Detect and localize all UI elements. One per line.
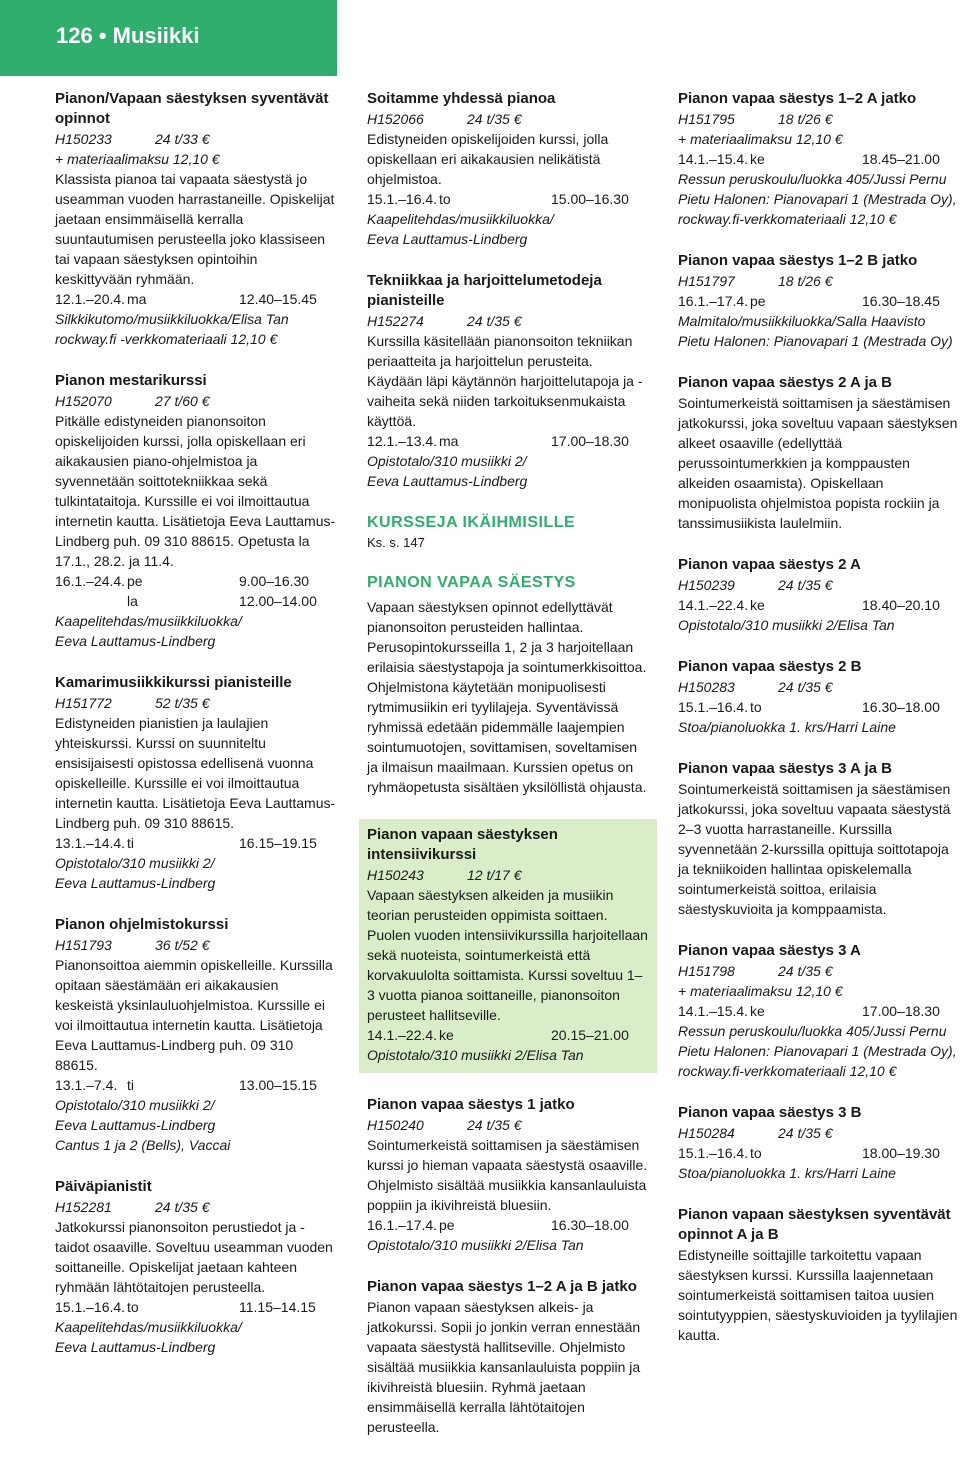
- course-location: Eeva Lauttamus-Lindberg: [55, 633, 216, 649]
- column-2: [367, 89, 649, 1459]
- schedule-weekday: ma: [439, 433, 459, 449]
- course-code: H151798: [678, 963, 735, 979]
- course-credits: 52 t/35 €: [155, 695, 210, 711]
- course-title: Pianon mestarikurssi: [55, 372, 207, 389]
- page-title: 126 • Musiikki: [56, 23, 200, 48]
- schedule-row: [367, 431, 649, 451]
- course-location: rockway.fi -verkkomateriaali 12,10 €: [55, 331, 278, 347]
- course-title: Tekniikkaa ja harjoittelumetodeja pianisteille: [367, 272, 602, 309]
- course-title: Pianon vapaa säestys 3 A ja B: [678, 760, 892, 777]
- course-credits: 24 t/33 €: [155, 131, 210, 147]
- course-title: Pianon vapaa säestys 1–2 A ja B jatko: [367, 1278, 637, 1295]
- schedule-row: [367, 189, 649, 209]
- course-code-line: [367, 109, 649, 129]
- schedule-dates: 15.1.–16.4.: [678, 699, 749, 715]
- course-entry: [367, 1277, 649, 1437]
- course-credits: 24 t/35 €: [467, 313, 522, 329]
- course-location: rockway.fi-verkkomateriaali 12,10 €: [678, 211, 897, 227]
- course-code: H151795: [678, 111, 735, 127]
- course-description: Vapaan säestyksen alkeiden ja musiikin teorian perusteiden oppimista soittaen. Puolen vuoden intensiivikurssilla harjoitellaan sekä nuoteista, sointumerkeistä että korvakuulolta soittamista. Kurssi soveltuu 1–3 vuotta pianoa soittaneille, pianonsoiton perusteet hallitseville.: [367, 887, 648, 1023]
- course-location: Kaapelitehdas/musiikkiluokka/: [55, 613, 242, 629]
- course-location: Opistotalo/310 musiikki 2/Elisa Tan: [367, 1047, 584, 1063]
- course-entry: [367, 271, 649, 491]
- course-description: Sointumerkeistä soittamisen ja säestämisen jatkokurssi, joka soveltuu vapaan säestyksen alkeet osaaville (edellyttää perussointumerkkien ja komppausten alkeiden osaamista). Opiskellaan monipuolista ohjelmistoa popista rockiin ja tanssimusiikista laulelmiin.: [678, 395, 958, 531]
- course-location: Opistotalo/310 musiikki 2/Elisa Tan: [367, 1237, 584, 1253]
- schedule-row: [678, 595, 960, 615]
- schedule-time: 12.00–14.00: [239, 593, 317, 609]
- course-description: Pianon vapaan säestyksen alkeis- ja jatkokurssi. Sopii jo jonkin verran ennestään vapaata säestystä hallitseville. Ohjelmisto sisältää musiikkia kansanlauluista poppiin ja ikivihreistä bluesiin. Ryhmä jaetaan ensimmäisellä kerralla lähtötaitojen perusteella.: [367, 1299, 641, 1435]
- course-entry: [678, 555, 960, 635]
- course-code: H150240: [367, 1117, 424, 1133]
- schedule-row: [678, 697, 960, 717]
- course-credits: 24 t/35 €: [467, 1117, 522, 1133]
- course-credits: 36 t/52 €: [155, 937, 210, 953]
- schedule-time: 18.40–20.10: [862, 597, 940, 613]
- schedule-time: 15.00–16.30: [551, 191, 629, 207]
- course-location: Pietu Halonen: Pianovapari 1 (Mestrada Oy),: [678, 1043, 957, 1059]
- schedule-dates: 14.1.–15.4.: [678, 1003, 749, 1019]
- schedule-row: [55, 1075, 337, 1095]
- course-code-line: [678, 109, 960, 129]
- course-location: Opistotalo/310 musiikki 2/: [367, 453, 527, 469]
- course-description: Edistyneille soittajille tarkoitettu vapaan säestyksen kurssi. Kurssilla laajennetaan sointumerkeistä soittamisen taitoa uusien sointutyyppien, säestyskuvioiden ja tyylilajien kautta.: [678, 1247, 958, 1343]
- schedule-row: [55, 571, 337, 591]
- schedule-weekday: to: [127, 1299, 139, 1315]
- schedule-dates: 15.1.–16.4.: [55, 1299, 126, 1315]
- course-credits: 27 t/60 €: [155, 393, 210, 409]
- schedule-weekday: to: [750, 699, 762, 715]
- course-code-line: [678, 1123, 960, 1143]
- schedule-dates: 16.1.–17.4.: [678, 293, 749, 309]
- course-code-line: [367, 865, 649, 885]
- course-location: Kaapelitehdas/musiikkiluokka/: [55, 1319, 242, 1335]
- course-entry: [55, 673, 337, 893]
- course-code: H152066: [367, 111, 424, 127]
- course-entry: [55, 1177, 337, 1357]
- course-code-line: [678, 271, 960, 291]
- schedule-time: 16.30–18.45: [862, 293, 940, 309]
- course-credits: 24 t/35 €: [155, 1199, 210, 1215]
- course-entry: [678, 373, 960, 533]
- schedule-weekday: la: [127, 593, 138, 609]
- course-location: Eeva Lauttamus-Lindberg: [55, 875, 216, 891]
- schedule-time: 9.00–16.30: [239, 573, 310, 589]
- section-intro: Vapaan säestyksen opinnot edellyttävät pianonsoiton perusteiden hallintaa. Perusopintokursseilla 1, 2 ja 3 harjoitellaan erilaisia säestystapoja ja sointumerkkisoittoa. Ohjelmistona käytetään monipuolisesti rytmimusiikin eri tyylilajeja. Syventävissä ryhmissä edetään pidemmälle laajempien sointumuotojen, sovittamisen, soveltamisen ja ilmaisun maailmaan. Kurssien opetus on ryhmäopetusta sisältäen yksilöllistä ohjausta.: [367, 599, 647, 795]
- course-credits: 24 t/35 €: [778, 1125, 833, 1141]
- course-title: Pianon ohjelmistokurssi: [55, 916, 229, 933]
- course-title: Päiväpianistit: [55, 1178, 152, 1195]
- schedule-time: 18.45–21.00: [862, 151, 940, 167]
- course-code-line: [367, 1115, 649, 1135]
- course-location: Stoa/pianoluokka 1. krs/Harri Laine: [678, 719, 896, 735]
- course-code-line: [55, 391, 337, 411]
- course-description: Kurssilla käsitellään pianonsoiton tekniikan periaatteita ja harjoittelun perusteita. Käydään läpi käytännön harjoittelutapoja ja -vaiheita sekä niiden tarkoituksenmukaista käyttöä.: [367, 333, 643, 429]
- schedule-weekday: to: [750, 1145, 762, 1161]
- course-credits: 18 t/26 €: [778, 111, 833, 127]
- course-title: Pianon vapaa säestys 1–2 B jatko: [678, 252, 918, 269]
- schedule-row: [55, 1297, 337, 1317]
- schedule-row: [55, 591, 337, 611]
- schedule-row: [678, 291, 960, 311]
- schedule-dates: 14.1.–15.4.: [678, 151, 749, 167]
- section-heading: KURSSEJA IKÄIHMISILLE: [367, 514, 576, 531]
- schedule-dates: 12.1.–20.4.: [55, 291, 126, 307]
- schedule-dates: 12.1.–13.4.: [367, 433, 438, 449]
- schedule-weekday: ke: [439, 1027, 454, 1043]
- course-credits: 18 t/26 €: [778, 273, 833, 289]
- schedule-time: 17.00–18.30: [551, 433, 629, 449]
- course-location: Ressun peruskoulu/luokka 405/Jussi Pernu: [678, 1023, 947, 1039]
- schedule-weekday: pe: [439, 1217, 455, 1233]
- schedule-time: 17.00–18.30: [862, 1003, 940, 1019]
- course-credits: 24 t/35 €: [778, 679, 833, 695]
- schedule-weekday: ke: [750, 151, 765, 167]
- course-location: Eeva Lauttamus-Lindberg: [55, 1117, 216, 1133]
- course-location: Opistotalo/310 musiikki 2/Elisa Tan: [678, 617, 895, 633]
- schedule-weekday: ti: [127, 835, 134, 851]
- schedule-row: [367, 1025, 649, 1045]
- course-title: Pianon vapaan säestyksen syventävät opinnot A ja B: [678, 1206, 951, 1243]
- section-heading: PIANON VAPAA SÄESTYS: [367, 574, 576, 591]
- course-code-line: [55, 693, 337, 713]
- schedule-dates: 14.1.–22.4.: [367, 1027, 438, 1043]
- course-description: Edistyneiden opiskelijoiden kurssi, jolla opiskellaan eri aikakausien nelikätistä ohjelmistoa.: [367, 131, 609, 187]
- schedule-row: [55, 289, 337, 309]
- course-credits: 12 t/17 €: [467, 867, 522, 883]
- course-code-line: [678, 961, 960, 981]
- course-entry: [55, 89, 337, 349]
- course-title: Pianon vapaa säestys 2 A ja B: [678, 374, 892, 391]
- course-code: H152070: [55, 393, 112, 409]
- course-code-line: [678, 677, 960, 697]
- section-reference: Ks. s. 147: [367, 535, 425, 550]
- course-title: Pianon vapaa säestys 3 A: [678, 942, 861, 959]
- course-entry: [367, 1095, 649, 1255]
- course-entry: [55, 371, 337, 651]
- course-title: Pianon vapaa säestys 3 B: [678, 1104, 862, 1121]
- course-entry: [678, 89, 960, 229]
- course-code-line: [55, 129, 337, 149]
- course-description: Pianonsoittoa aiemmin opiskelleille. Kurssilla opitaan säestämään eri aikakausien keskeistä yksinlauluohjelmistoa. Kurssille ei voi ilmoittautua internetin kautta. Lisätietoja Eeva Lauttamus-Lindberg puh. 09 310 88615.: [55, 957, 333, 1073]
- course-location: Opistotalo/310 musiikki 2/: [55, 855, 215, 871]
- course-location: Pietu Halonen: Pianovapari 1 (Mestrada Oy): [678, 333, 953, 349]
- course-entry: [678, 1103, 960, 1183]
- schedule-time: 13.00–15.15: [239, 1077, 317, 1093]
- schedule-time: 16.15–19.15: [239, 835, 317, 851]
- course-entry: [359, 819, 657, 1073]
- course-location: Stoa/pianoluokka 1. krs/Harri Laine: [678, 1165, 896, 1181]
- column-1: [55, 89, 337, 1379]
- course-code: H150239: [678, 577, 735, 593]
- course-title: Pianon vapaa säestys 1–2 A jatko: [678, 90, 917, 107]
- course-code-line: [55, 935, 337, 955]
- course-title: Pianon vapaa säestys 2 B: [678, 658, 862, 675]
- schedule-weekday: pe: [750, 293, 766, 309]
- schedule-dates: 13.1.–14.4.: [55, 835, 126, 851]
- course-description: Pitkälle edistyneiden pianonsoiton opiskelijoiden kurssi, jolla opiskellaan eri aikakausien piano-ohjelmistoa ja syvennetään soittotekniikkaa sekä tulkintataitoja. Kurssille ei voi ilmoittautua internetin kautta. Lisätietoja Eeva Lauttamus-Lindberg puh. 09 310 88615. Opetusta la 17.1., 28.2. ja 11.4.: [55, 413, 336, 569]
- schedule-dates: 14.1.–22.4.: [678, 597, 749, 613]
- course-code-line: [367, 311, 649, 331]
- schedule-row: [678, 1001, 960, 1021]
- schedule-dates: 16.1.–17.4.: [367, 1217, 438, 1233]
- course-entry: [367, 89, 649, 249]
- material-fee: + materiaalimaksu 12,10 €: [678, 983, 843, 999]
- schedule-weekday: ma: [127, 291, 147, 307]
- schedule-dates: 16.1.–24.4.: [55, 573, 126, 589]
- course-location: Pietu Halonen: Pianovapari 1 (Mestrada Oy),: [678, 191, 957, 207]
- schedule-weekday: ke: [750, 597, 765, 613]
- course-description: Jatkokurssi pianonsoiton perustiedot ja -taidot osaaville. Soveltuu useamman vuoden soittaneille. Opiskelijat jaetaan kahteen ryhmään lähtötaitojen perusteella.: [55, 1219, 333, 1295]
- course-entry: [678, 657, 960, 737]
- course-code: H152274: [367, 313, 424, 329]
- course-code: H151797: [678, 273, 735, 289]
- material-fee: + materiaalimaksu 12,10 €: [55, 151, 220, 167]
- schedule-row: [55, 833, 337, 853]
- schedule-time: 16.30–18.00: [862, 699, 940, 715]
- course-credits: 24 t/35 €: [778, 577, 833, 593]
- course-credits: 24 t/35 €: [778, 963, 833, 979]
- course-title: Pianon/Vapaan säestyksen syventävät opinnot: [55, 90, 329, 127]
- course-location: Ressun peruskoulu/luokka 405/Jussi Pernu: [678, 171, 947, 187]
- course-code: H150233: [55, 131, 112, 147]
- course-location: Eeva Lauttamus-Lindberg: [367, 231, 528, 247]
- course-description: Edistyneiden pianistien ja laulajien yhteiskurssi. Kurssi on suunniteltu ensisijaisesti opistossa edellisenä vuonna opiskelleille. Kurssille ei voi ilmoittautua internetin kautta. Lisätietoja Eeva Lauttamus-Lindberg puh. 09 310 88615.: [55, 715, 336, 831]
- course-title: Pianon vapaa säestys 1 jatko: [367, 1096, 575, 1113]
- course-location: Opistotalo/310 musiikki 2/: [55, 1097, 215, 1113]
- schedule-time: 12.40–15.45: [239, 291, 317, 307]
- course-location: Malmitalo/musiikkiluokka/Salla Haavisto: [678, 313, 926, 329]
- course-description: Klassista pianoa tai vapaata säestystä jo useamman vuoden harrastaneille. Opiskelijat jaetaan ensimmäisellä kerralla suuntautumisen perusteella joko klassiseen tai vapaan säestyksen opintoihin keskittyvään ryhmään.: [55, 171, 335, 287]
- course-location: Cantus 1 ja 2 (Bells), Vaccai: [55, 1137, 231, 1153]
- schedule-weekday: ke: [750, 1003, 765, 1019]
- course-entry: [55, 915, 337, 1155]
- course-description: Sointumerkeistä soittamisen ja säestämisen jatkokurssi, joka soveltuu vapaata säestystä 2–3 vuotta harrastaneille. Kurssilla syvennetään 2-kurssilla opittuja soittotapoja ja tekniikoiden hallintaa opiskelemalla sointumerkeistä soittoa, erilaisia säestyskuvioita ja komppaamista.: [678, 781, 951, 917]
- course-title: Kamarimusiikkikurssi pianisteille: [55, 674, 292, 691]
- schedule-dates: 15.1.–16.4.: [367, 191, 438, 207]
- course-code-line: [678, 575, 960, 595]
- schedule-time: 20.15–21.00: [551, 1027, 629, 1043]
- course-title: Pianon vapaa säestys 2 A: [678, 556, 861, 573]
- course-location: Eeva Lauttamus-Lindberg: [55, 1339, 216, 1355]
- course-code-line: [55, 1197, 337, 1217]
- schedule-time: 18.00–19.30: [862, 1145, 940, 1161]
- course-code: H150284: [678, 1125, 735, 1141]
- schedule-dates: 13.1.–7.4.: [55, 1077, 118, 1093]
- course-location: Silkkikutomo/musiikkiluokka/Elisa Tan: [55, 311, 289, 327]
- course-entry: [678, 941, 960, 1081]
- course-code: H150283: [678, 679, 735, 695]
- material-fee: + materiaalimaksu 12,10 €: [678, 131, 843, 147]
- course-credits: 24 t/35 €: [467, 111, 522, 127]
- schedule-time: 11.15–14.15: [239, 1299, 316, 1315]
- course-entry: [678, 1205, 960, 1345]
- schedule-weekday: ti: [127, 1077, 134, 1093]
- schedule-weekday: pe: [127, 573, 143, 589]
- course-entry: [678, 759, 960, 919]
- course-entry: [678, 251, 960, 351]
- course-code: H151772: [55, 695, 112, 711]
- schedule-row: [367, 1215, 649, 1235]
- column-3: [678, 89, 960, 1367]
- schedule-weekday: to: [439, 191, 451, 207]
- page-header: [0, 0, 337, 76]
- course-title: Pianon vapaan säestyksen intensiivikurssi: [367, 826, 558, 863]
- course-code: H151793: [55, 937, 112, 953]
- course-location: Eeva Lauttamus-Lindberg: [367, 473, 528, 489]
- course-title: Soitamme yhdessä pianoa: [367, 90, 556, 107]
- schedule-row: [678, 149, 960, 169]
- course-description: Sointumerkeistä soittamisen ja säestämisen kurssi jo hieman vapaata säestystä osaaville. Ohjelmisto sisältää musiikkia kansanlauluista poppiin ja ikivihreistä bluesiin.: [367, 1137, 648, 1213]
- schedule-time: 16.30–18.00: [551, 1217, 629, 1233]
- course-code: H150243: [367, 867, 424, 883]
- schedule-row: [678, 1143, 960, 1163]
- course-location: rockway.fi-verkkomateriaali 12,10 €: [678, 1063, 897, 1079]
- course-code: H152281: [55, 1199, 112, 1215]
- schedule-dates: 15.1.–16.4.: [678, 1145, 749, 1161]
- course-location: Kaapelitehdas/musiikkiluokka/: [367, 211, 554, 227]
